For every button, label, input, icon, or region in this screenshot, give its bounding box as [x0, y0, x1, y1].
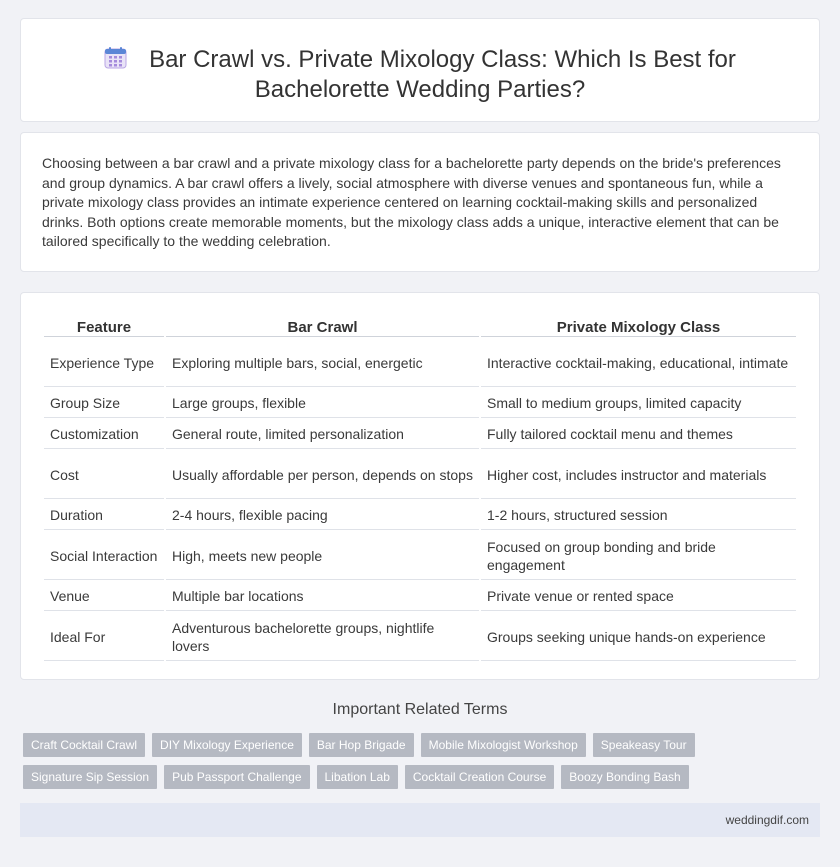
- related-term-tag[interactable]: Craft Cocktail Crawl: [23, 733, 145, 757]
- related-term-tag[interactable]: Cocktail Creation Course: [405, 765, 554, 789]
- header-bar-crawl: Bar Crawl: [166, 317, 479, 337]
- bar-crawl-cell: 2-4 hours, flexible pacing: [166, 501, 479, 530]
- related-terms-row-2: [23, 765, 823, 789]
- table-row: [44, 389, 796, 418]
- mixology-cell: Interactive cocktail-making, educational, intimate: [481, 339, 796, 387]
- table-row: [44, 339, 796, 387]
- mixology-cell: 1-2 hours, structured session: [481, 501, 796, 530]
- related-term-tag[interactable]: Pub Passport Challenge: [164, 765, 309, 789]
- table-row: [44, 582, 796, 611]
- mixology-cell: Groups seeking unique hands-on experience: [481, 613, 796, 661]
- feature-cell: Duration: [44, 501, 164, 530]
- table-row: [44, 501, 796, 530]
- title-card: [20, 18, 820, 122]
- mixology-cell: Small to medium groups, limited capacity: [481, 389, 796, 418]
- header-mixology-class: Private Mixology Class: [481, 317, 796, 337]
- bar-crawl-cell: General route, limited personalization: [166, 420, 479, 449]
- mixology-cell: Fully tailored cocktail menu and themes: [481, 420, 796, 449]
- related-term-tag[interactable]: Bar Hop Brigade: [309, 733, 414, 757]
- header-feature: Feature: [44, 317, 164, 337]
- bar-crawl-cell: Exploring multiple bars, social, energetic: [166, 339, 479, 387]
- table-row: [44, 451, 796, 499]
- feature-cell: Ideal For: [44, 613, 164, 661]
- bar-crawl-cell: Usually affordable per person, depends on stops: [166, 451, 479, 499]
- bar-crawl-cell: Large groups, flexible: [166, 389, 479, 418]
- intro-card: [20, 132, 820, 272]
- page-title: [21, 45, 819, 105]
- footer-site-link[interactable]: weddingdif.com: [725, 813, 809, 827]
- comparison-table: [42, 315, 798, 663]
- table-header-row: [44, 317, 796, 337]
- feature-cell: Social Interaction: [44, 532, 164, 580]
- related-term-tag[interactable]: Speakeasy Tour: [593, 733, 695, 757]
- related-term-tag[interactable]: DIY Mixology Experience: [152, 733, 302, 757]
- feature-cell: Venue: [44, 582, 164, 611]
- comparison-card: [20, 292, 820, 680]
- bar-crawl-cell: Multiple bar locations: [166, 582, 479, 611]
- feature-cell: Customization: [44, 420, 164, 449]
- intro-paragraph: Choosing between a bar crawl and a private mixology class for a bachelorette party depends on the bride's preferences and group dynamics. A bar crawl offers a lively, social atmosphere with diverse venues and spontaneous fun, while a private mixology class provides an intimate experience centered on learning cocktail-making skills and personalized drinks. Both options create memorable moments, but the mixology class adds a unique, interactive element that can be tailored specifically to the wedding celebration.: [42, 155, 781, 250]
- title-line-1: Bar Crawl vs. Private Mixology Class: Which Is Best for: [149, 46, 736, 73]
- calendar-icon: [104, 47, 127, 69]
- bar-crawl-cell: Adventurous bachelorette groups, nightlife lovers: [166, 613, 479, 661]
- related-terms-row-1: [23, 733, 823, 757]
- related-term-tag[interactable]: Boozy Bonding Bash: [561, 765, 688, 789]
- related-term-tag[interactable]: Mobile Mixologist Workshop: [421, 733, 586, 757]
- title-line-2: Bachelorette Wedding Parties?: [254, 76, 586, 103]
- feature-cell: Experience Type: [44, 339, 164, 387]
- related-term-tag[interactable]: Signature Sip Session: [23, 765, 157, 789]
- mixology-cell: Private venue or rented space: [481, 582, 796, 611]
- table-row: [44, 420, 796, 449]
- feature-cell: Cost: [44, 451, 164, 499]
- mixology-cell: Focused on group bonding and bride engagement: [481, 532, 796, 580]
- table-row: [44, 532, 796, 580]
- feature-cell: Group Size: [44, 389, 164, 418]
- related-term-tag[interactable]: Libation Lab: [317, 765, 398, 789]
- mixology-cell: Higher cost, includes instructor and materials: [481, 451, 796, 499]
- related-terms-heading: Important Related Terms: [332, 701, 508, 718]
- footer: [20, 803, 820, 837]
- bar-crawl-cell: High, meets new people: [166, 532, 479, 580]
- table-row: [44, 613, 796, 661]
